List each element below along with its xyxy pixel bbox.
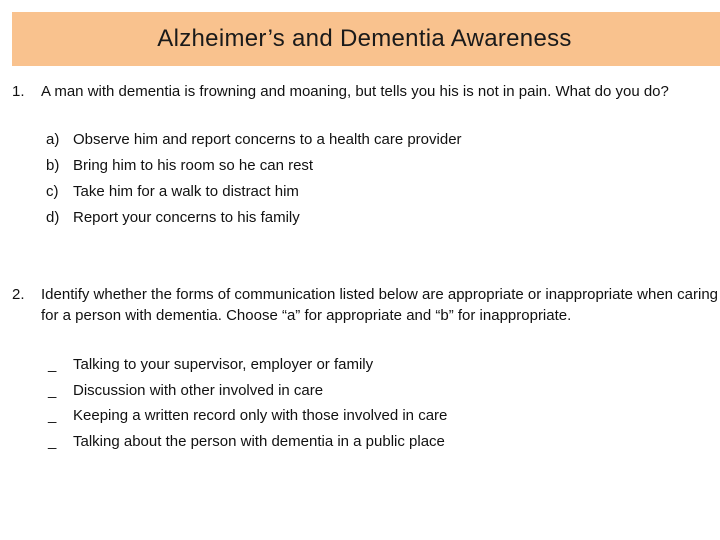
answer-blank[interactable]: _ (48, 407, 57, 424)
answer-blank-1[interactable] (36, 352, 676, 378)
answer-blank-4[interactable] (36, 429, 676, 455)
question-number: 1. (12, 83, 25, 100)
answer-option-a[interactable] (36, 127, 676, 153)
answer-option-b[interactable] (36, 153, 676, 179)
option-marker: b) (46, 157, 60, 174)
option-text: Keeping a written record only with those involved in care (73, 407, 448, 424)
answer-option-c[interactable] (36, 179, 676, 205)
option-text: Talking to your supervisor, employer or family (73, 356, 374, 373)
question-number: 2. (12, 286, 25, 303)
page-title: Alzheimer’s and Dementia Awareness (157, 25, 572, 52)
option-text: Observe him and report concerns to a health care provider (73, 131, 462, 148)
answer-option-d[interactable] (36, 205, 676, 231)
answer-blank[interactable]: _ (48, 356, 57, 373)
option-text: Talking about the person with dementia in a public place (73, 433, 445, 450)
answer-blank-3[interactable] (36, 403, 676, 429)
option-marker: c) (46, 183, 59, 200)
option-marker: d) (46, 209, 60, 226)
answer-blank[interactable]: _ (48, 433, 57, 450)
option-text: Take him for a walk to distract him (73, 183, 299, 200)
answer-blank[interactable]: _ (48, 382, 57, 399)
question-text: Identify whether the forms of communication listed below are appropriate or inappropriate when caring for a person with dementia. Choose “a” for appropriate and “b” for inappropriate. (41, 286, 719, 324)
option-marker: a) (46, 131, 60, 148)
option-text: Report your concerns to his family (73, 209, 300, 226)
answer-blank-2[interactable] (36, 378, 676, 404)
option-text: Bring him to his room so he can rest (73, 157, 314, 174)
question-text: A man with dementia is frowning and moaning, but tells you his is not in pain. What do you do? (41, 83, 669, 100)
option-text: Discussion with other involved in care (73, 382, 324, 399)
